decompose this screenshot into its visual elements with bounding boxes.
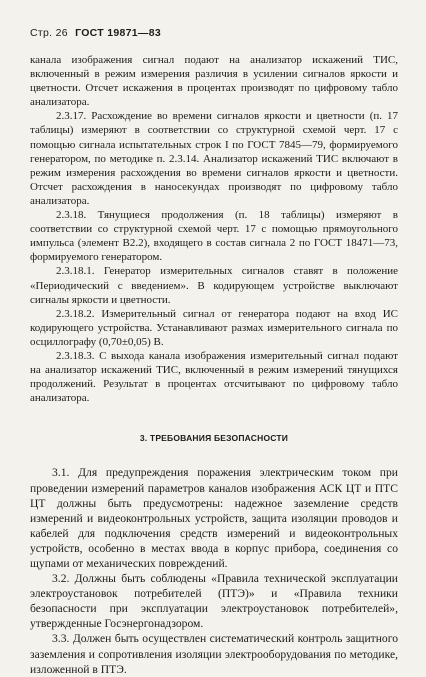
paragraph-3-2: 3.2. Должны быть соблюдены «Правила технической эксплуатации электроустановок потребителей (ПТЭ)» и «Правила техники безопасности при эксплуатации электроустановок потребителей», утвержденные Госэнергонадзором. [30,572,398,631]
standard-code: ГОСТ 19871—83 [75,27,161,39]
paragraph-intro: канала изображения сигнал подают на анализатор искажений ТИС, включенный в режим измерения различия в усилении сигналов яркости и цветности. Отсчет искажения в процентах производят по цифровому табло анализатора. [30,54,398,109]
paragraph-2-3-18: 2.3.18. Тянущиеся продолжения (п. 18 таблицы) измеряют в соответствии со структурной схемой черт. 17 с помощью прямоугольного импульса (элемент В2.2), входящего в состав сигнала 2 по ГОСТ 18471—73, формируемого генератором. [30,209,398,264]
paragraph-2-3-17: 2.3.17. Расхождение во времени сигналов яркости и цветности (п. 17 таблицы) измеряют в соответствии со структурной схемой черт. 17 с помощью сигнала испытательных строк I по ГОСТ 7845—79, формируемого генератором, по методике п. 2.3.14. Анализатор искажений ТИС включают в режим измерения расхождения во времени сигналов яркости и цветности. Отсчет расхождения в наносекундах производят по цифровому табло анализатора. [30,110,398,207]
paragraph-3-3: 3.3. Должен быть осуществлен систематический контроль защитного заземления и сопротивления изоляции электрооборудования по методике, изложенной в ПТЭ. [30,632,398,676]
paragraph-3-1: 3.1. Для предупреждения поражения электрическим током при проведении измерений параметров каналов изображения АСК ЦТ и ПТС ЦТ должны быть предусмотрены: надежное заземление средств измерений и видеоконтрольных устройств, защита изоляции проводов и кабелей для подключения средств измерений и видеоконтрольных устройств, особенно в местах ввода в корпус прибора, соединения со щупами от механических повреждений. [30,466,398,570]
paragraph-2-3-18-3: 2.3.18.3. С выхода канала изображения измерительный сигнал подают на анализатор искажений ТИС, включенный в режим измерений тянущихся продолжений. Результат в процентах отсчитывают по цифровому табло анализатора. [30,349,398,405]
paragraph-2-3-18-2: 2.3.18.2. Измерительный сигнал от генератора подают на вход ИС кодирующего устройства. Устанавливают размах измерительного сигнала по осциллографу (0,70±0,05) В. [30,307,398,348]
section-3-body [30,465,398,676]
page-content [30,53,398,677]
page-number: Стр. 26 [30,27,68,39]
page-header [30,27,161,39]
paragraph-2-3-18-1: 2.3.18.1. Генератор измерительных сигналов ставят в положение «Периодический с введением». В кодирующем устройстве выключают сигналы яркости и цветности. [30,265,398,306]
section-heading: 3. ТРЕБОВАНИЯ БЕЗОПАСНОСТИ [139,433,289,444]
